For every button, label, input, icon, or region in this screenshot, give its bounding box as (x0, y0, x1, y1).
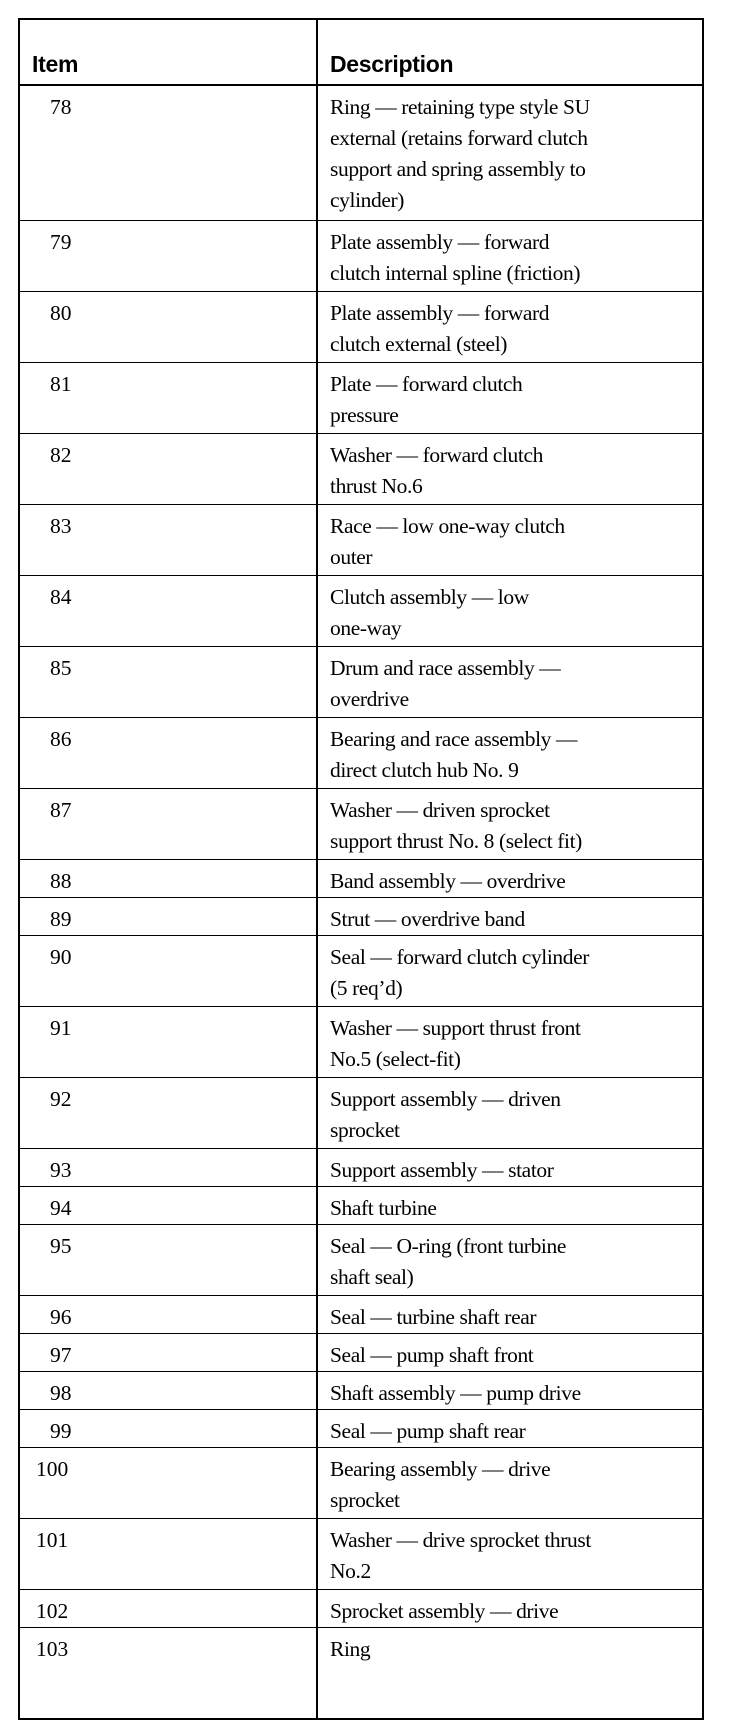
item-description: Clutch assembly — low one-way (330, 585, 529, 640)
item-number: 103 (36, 1637, 69, 1661)
item-number: 81 (50, 372, 72, 396)
item-description: Seal — pump shaft rear (330, 1419, 526, 1443)
table-row (20, 292, 702, 363)
item-description: Washer — support thrust front No.5 (select-fit) (330, 1016, 581, 1071)
item-number: 101 (36, 1528, 69, 1552)
table-row (20, 860, 702, 898)
item-description: Bearing and race assembly — direct clutch hub No. 9 (330, 727, 578, 782)
header-item: Item (32, 51, 79, 77)
item-number: 80 (50, 301, 72, 325)
item-number: 79 (50, 230, 72, 254)
item-description: Washer — drive sprocket thrust No.2 (330, 1528, 591, 1583)
item-number: 92 (50, 1087, 72, 1111)
item-description: Sprocket assembly — drive (330, 1599, 559, 1623)
item-description: Strut — overdrive band (330, 907, 525, 931)
table-body (20, 86, 702, 1710)
table-row (20, 1334, 702, 1372)
table-row (20, 789, 702, 860)
item-number: 96 (50, 1305, 72, 1329)
item-description: Plate — forward clutch pressure (330, 372, 523, 427)
table-row (20, 86, 702, 221)
table-row (20, 1225, 702, 1296)
table-row (20, 936, 702, 1007)
item-description: Race — low one-way clutch outer (330, 514, 565, 569)
item-description: Drum and race assembly — overdrive (330, 656, 561, 711)
item-description: Seal — O-ring (front turbine shaft seal) (330, 1234, 566, 1289)
item-number: 97 (50, 1343, 72, 1367)
item-number: 102 (36, 1599, 69, 1623)
item-description: Ring — retaining type style SU external (retains forward clutch support and spring assembly to cylinder) (330, 95, 590, 212)
table-row (20, 898, 702, 936)
table-row (20, 505, 702, 576)
table-row (20, 718, 702, 789)
table-row (20, 1448, 702, 1519)
table-row (20, 1078, 702, 1149)
item-number: 90 (50, 945, 72, 969)
item-number: 100 (36, 1457, 69, 1481)
item-number: 95 (50, 1234, 72, 1258)
table-row (20, 1372, 702, 1410)
parts-table (18, 18, 704, 1720)
table-row (20, 1628, 702, 1710)
item-description: Seal — turbine shaft rear (330, 1305, 537, 1329)
table-row (20, 1149, 702, 1187)
item-description: Shaft assembly — pump drive (330, 1381, 581, 1405)
item-description: Support assembly — driven sprocket (330, 1087, 561, 1142)
table-row (20, 647, 702, 718)
table-row (20, 1007, 702, 1078)
item-description: Washer — driven sprocket support thrust No. 8 (select fit) (330, 798, 582, 853)
item-number: 83 (50, 514, 72, 538)
item-number: 87 (50, 798, 72, 822)
item-description: Shaft turbine (330, 1196, 437, 1220)
item-description: Band assembly — overdrive (330, 869, 566, 893)
table-header (20, 20, 702, 86)
item-number: 85 (50, 656, 72, 680)
item-number: 98 (50, 1381, 72, 1405)
item-number: 89 (50, 907, 72, 931)
item-description: Seal — forward clutch cylinder (5 req’d) (330, 945, 590, 1000)
table-row (20, 1187, 702, 1225)
table-row (20, 434, 702, 505)
item-number: 84 (50, 585, 72, 609)
table-row (20, 1590, 702, 1628)
table-row (20, 576, 702, 647)
item-description: Ring (330, 1637, 371, 1661)
header-description: Description (330, 51, 454, 77)
item-number: 78 (50, 95, 72, 119)
item-description: Seal — pump shaft front (330, 1343, 534, 1367)
item-description: Washer — forward clutch thrust No.6 (330, 443, 543, 498)
item-number: 93 (50, 1158, 72, 1182)
table-row (20, 1296, 702, 1334)
item-number: 82 (50, 443, 72, 467)
item-description: Support assembly — stator (330, 1158, 554, 1182)
table-row (20, 1519, 702, 1590)
item-number: 94 (50, 1196, 72, 1220)
item-number: 99 (50, 1419, 72, 1443)
table-row (20, 363, 702, 434)
item-number: 91 (50, 1016, 72, 1040)
table-row (20, 1410, 702, 1448)
table-row (20, 221, 702, 292)
item-number: 88 (50, 869, 72, 893)
item-number: 86 (50, 727, 72, 751)
item-description: Plate assembly — forward clutch external (steel) (330, 301, 550, 356)
item-description: Bearing assembly — drive sprocket (330, 1457, 551, 1512)
item-description: Plate assembly — forward clutch internal spline (friction) (330, 230, 581, 285)
